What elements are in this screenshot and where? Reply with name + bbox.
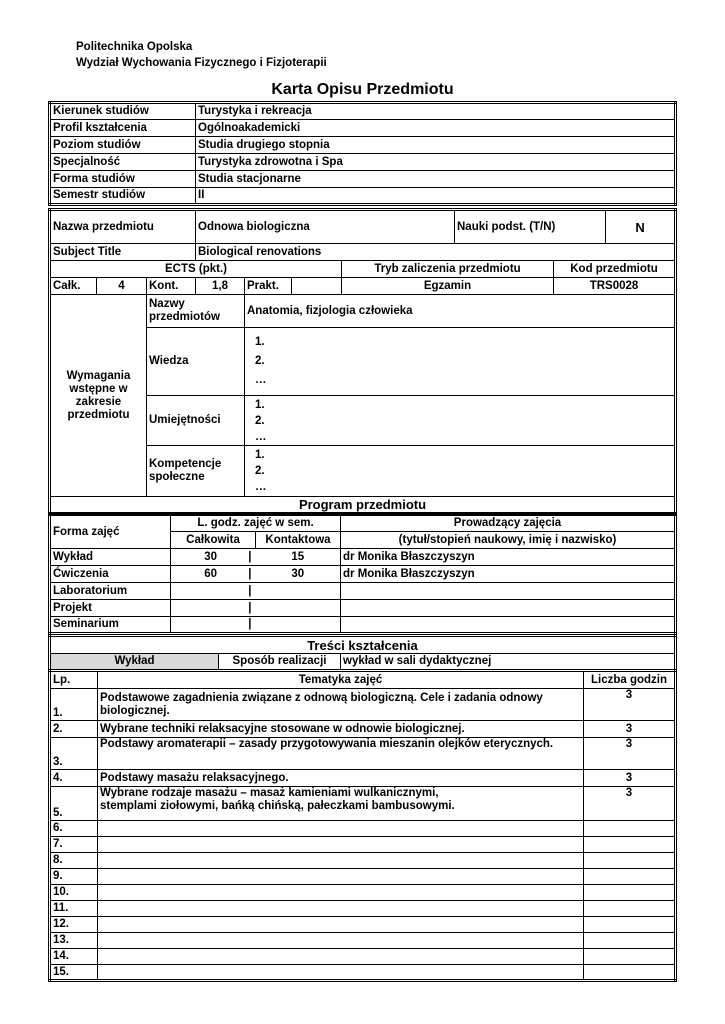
topic-text xyxy=(98,933,584,949)
content-heading: Treści kształcenia xyxy=(50,636,676,654)
university-name: Politechnika Opolska xyxy=(76,41,193,53)
topic-lp: 11. xyxy=(50,901,98,917)
method-value: wykład w sali dydaktycznej xyxy=(341,654,676,671)
specialty-value: Turystyka zdrowotna i Spa xyxy=(196,154,676,171)
topic-hours: 3 xyxy=(584,689,676,721)
class-lecturer: dr Monika Błaszczyszyn xyxy=(341,566,676,583)
skills-item-2: 2. xyxy=(255,414,265,427)
ects-practical-value xyxy=(292,278,342,295)
skills-list xyxy=(245,396,676,446)
classes-table xyxy=(48,513,677,635)
topic-lp: 14. xyxy=(50,949,98,965)
competence-list xyxy=(245,446,676,497)
hours-header: Liczba godzin xyxy=(584,672,676,689)
topic-lp: 2. xyxy=(50,721,98,738)
study-field-label: Kierunek studiów xyxy=(50,103,196,120)
lecturer-label: Prowadzący zajęcia xyxy=(341,515,676,532)
study-field-value: Turystyka i rekreacja xyxy=(196,103,676,120)
class-hours-total: 30 | xyxy=(171,549,256,566)
study-info-table xyxy=(48,101,677,206)
ects-contact-label: Kont. xyxy=(147,278,196,295)
class-lecturer xyxy=(341,583,676,600)
skills-label: Umiejętności xyxy=(147,396,245,446)
topic-text xyxy=(98,901,584,917)
level-label: Poziom studiów xyxy=(50,137,196,154)
prior-subjects-label: Nazwy przedmiotów xyxy=(147,295,245,328)
ects-total-value: 4 xyxy=(97,278,147,295)
topic-lp: 4. xyxy=(50,770,98,787)
topic-hours xyxy=(584,869,676,885)
class-hours-contact xyxy=(256,617,341,634)
topic-text xyxy=(98,869,584,885)
topic-hours xyxy=(584,837,676,853)
exam-mode-label: Tryb zaliczenia przedmiotu xyxy=(342,261,554,278)
semester-value: II xyxy=(196,188,676,205)
content-type-label: Wykład xyxy=(50,654,219,671)
topic-hours xyxy=(584,853,676,869)
subject-title-label: Subject Title xyxy=(50,244,196,261)
topic-text xyxy=(98,837,584,853)
class-form-name: Laboratorium xyxy=(50,583,171,600)
competence-label: Kompetencje społeczne xyxy=(147,446,245,497)
topic-text: Podstawy masażu relaksacyjnego. xyxy=(98,770,584,787)
hours-contact-label: Kontaktowa xyxy=(256,532,341,549)
class-lecturer xyxy=(341,617,676,634)
topic-hours xyxy=(584,901,676,917)
faculty-name: Wydział Wychowania Fizycznego i Fizjoterapii xyxy=(76,57,327,69)
topic-text xyxy=(98,853,584,869)
class-hours-contact xyxy=(256,600,341,617)
basic-science-label: Nauki podst. (T/N) xyxy=(455,210,606,244)
method-label: Sposób realizacji xyxy=(219,654,341,671)
hours-label: L. godz. zajęć w sem. xyxy=(171,515,341,532)
class-hours-contact xyxy=(256,583,341,600)
topic-lp: 13. xyxy=(50,933,98,949)
class-form-name: Ćwiczenia xyxy=(50,566,171,583)
topic-lp: 1. xyxy=(50,689,98,721)
topic-text: Wybrane rodzaje masażu – masaż kamieniami wulkanicznymi, stemplami ziołowymi, bańką chińską, pałeczkami bambusowymi. xyxy=(98,787,584,821)
topic-text xyxy=(98,885,584,901)
topics-table xyxy=(48,671,677,982)
class-hours-total: | xyxy=(171,617,256,634)
topic-lp: 12. xyxy=(50,917,98,933)
topic-hours xyxy=(584,917,676,933)
profile-value: Ogólnoakademicki xyxy=(196,120,676,137)
topic-hours xyxy=(584,949,676,965)
class-hours-total: | xyxy=(171,600,256,617)
class-form-name: Seminarium xyxy=(50,617,171,634)
ects-practical-label: Prakt. xyxy=(245,278,292,295)
page-title: Karta Opisu Przedmiotu xyxy=(271,81,454,98)
topic-lp: 5. xyxy=(50,787,98,821)
topic-lp: 7. xyxy=(50,837,98,853)
class-hours-total: 60 | xyxy=(171,566,256,583)
class-form-name: Projekt xyxy=(50,600,171,617)
class-hours-contact: 30 xyxy=(256,566,341,583)
basic-science-value: N xyxy=(606,210,676,244)
specialty-label: Specjalność xyxy=(50,154,196,171)
ects-label: ECTS (pkt.) xyxy=(50,261,342,278)
exam-mode-value: Egzamin xyxy=(342,278,554,295)
topic-hours xyxy=(584,885,676,901)
topic-hours xyxy=(584,821,676,837)
topic-text: Podstawy aromaterapii – zasady przygotowywania mieszanin olejków eterycznych. xyxy=(98,738,584,770)
subject-name-label: Nazwa przedmiotu xyxy=(50,210,196,244)
topic-text xyxy=(98,949,584,965)
topic-text: Wybrane techniki relaksacyjne stosowane w odnowie biologicznej. xyxy=(98,721,584,738)
topic-hours: 3 xyxy=(584,738,676,770)
competence-item-3: … xyxy=(255,481,267,493)
topic-hours: 3 xyxy=(584,770,676,787)
topic-hours: 3 xyxy=(584,787,676,821)
prior-subjects-value: Anatomia, fizjologia człowieka xyxy=(245,295,676,328)
competence-item-1: 1. xyxy=(255,449,265,461)
topic-text xyxy=(98,917,584,933)
lecturer-sublabel: (tytuł/stopień naukowy, imię i nazwisko) xyxy=(341,532,676,549)
topic-text: Podstawowe zagadnienia związane z odnową biologiczną. Cele i zadania odnowy biologicznej. xyxy=(98,689,584,721)
class-lecturer xyxy=(341,600,676,617)
topic-lp: 6. xyxy=(50,821,98,837)
class-hours-contact: 15 xyxy=(256,549,341,566)
topic-hours xyxy=(584,965,676,981)
subject-title-value: Biological renovations xyxy=(196,244,676,261)
level-value: Studia drugiego stopnia xyxy=(196,137,676,154)
skills-item-3: … xyxy=(255,430,267,443)
skills-item-1: 1. xyxy=(255,398,265,411)
hours-total-label: Całkowita xyxy=(171,532,256,549)
topic-lp: 3. xyxy=(50,738,98,770)
knowledge-list xyxy=(245,328,676,396)
program-heading: Program przedmiotu xyxy=(50,497,676,514)
lp-header: Lp. xyxy=(50,672,98,689)
topic-text xyxy=(98,821,584,837)
prerequisites-label: Wymagania wstępne w zakresie przedmiotu xyxy=(50,295,147,497)
study-form-label: Forma studiów xyxy=(50,171,196,188)
class-form-label: Forma zajęć xyxy=(50,515,171,549)
topic-header: Tematyka zajęć xyxy=(98,672,584,689)
subject-code-value: TRS0028 xyxy=(554,278,676,295)
content-table xyxy=(48,634,677,672)
class-hours-total: | xyxy=(171,583,256,600)
knowledge-item-1: 1. xyxy=(255,336,265,348)
competence-item-2: 2. xyxy=(255,465,265,477)
topic-lp: 8. xyxy=(50,853,98,869)
profile-label: Profil kształcenia xyxy=(50,120,196,137)
topic-text xyxy=(98,965,584,981)
ects-total-label: Całk. xyxy=(50,278,97,295)
topic-hours xyxy=(584,933,676,949)
ects-contact-value: 1,8 xyxy=(196,278,245,295)
subject-table xyxy=(48,208,677,515)
subject-code-label: Kod przedmiotu xyxy=(554,261,676,278)
topic-lp: 9. xyxy=(50,869,98,885)
class-lecturer: dr Monika Błaszczyszyn xyxy=(341,549,676,566)
topic-lp: 10. xyxy=(50,885,98,901)
topic-lp: 15. xyxy=(50,965,98,981)
semester-label: Semestr studiów xyxy=(50,188,196,205)
class-form-name: Wykład xyxy=(50,549,171,566)
study-form-value: Studia stacjonarne xyxy=(196,171,676,188)
knowledge-label: Wiedza xyxy=(147,328,245,396)
topic-hours: 3 xyxy=(584,721,676,738)
knowledge-item-3: … xyxy=(255,374,267,386)
knowledge-item-2: 2. xyxy=(255,355,265,367)
subject-name-value: Odnowa biologiczna xyxy=(196,210,455,244)
